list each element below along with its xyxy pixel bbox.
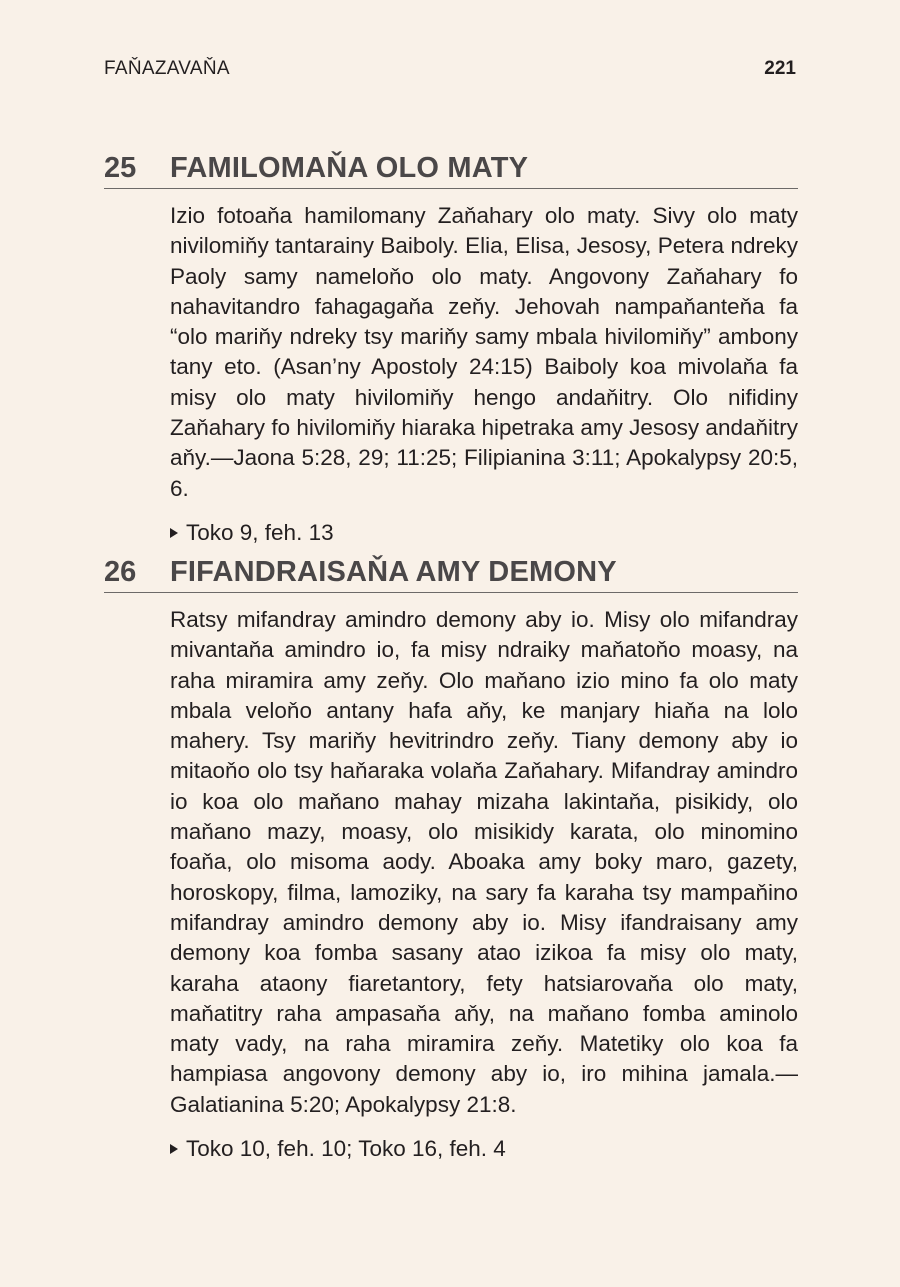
cross-reference[interactable] — [170, 518, 798, 548]
section-paragraph: Izio fotoaňa hamilomany Zaňahary olo maty. Sivy olo maty nivilomiňy tantarainy Baiboly. Elia, Elisa, Jesosy, Petera ndreky Paoly samy nameloňo olo maty. Angovony Zaňahary fo nahavitandro fahagagaňa zeňy. Jehovah nampaňanteňa fa “olo mariňy ndreky tsy mariňy samy mbala hivilomiňy” ambony tany eto. (Asan’ny Apostoly 24:15) Baiboly koa mivolaňa fa misy olo maty hivilomiňy hengo andaňitry. Olo nifidiny Zaňahary fo hivilomiňy hiaraka hipetraka amy Jesosy andaňitry aňy.—Jaona 5:28, 29; 11:25; Filipianina 3:11; Apokalypsy 20:5, 6. — [170, 203, 798, 501]
triangle-bullet-icon — [170, 528, 178, 538]
section-number: 26 — [104, 556, 137, 588]
section-number: 25 — [104, 152, 137, 184]
cross-reference-text: Toko 9, feh. 13 — [186, 519, 334, 545]
section-body — [170, 201, 798, 548]
cross-reference[interactable] — [170, 1134, 798, 1164]
section-body — [170, 605, 798, 1164]
section-title: FAMILOMAŇA OLO MATY — [170, 152, 529, 184]
section-25 — [104, 152, 798, 548]
page-number: 221 — [764, 58, 796, 79]
section-heading — [104, 152, 798, 189]
cross-reference-text: Toko 10, feh. 10; Toko 16, feh. 4 — [186, 1136, 506, 1162]
running-head-title: FAŇAZAVAŇA — [104, 58, 230, 79]
section-26 — [104, 556, 798, 1164]
section-title: FIFANDRAISAŇA AMY DEMONY — [170, 556, 617, 588]
section-heading — [104, 556, 798, 593]
section-paragraph: Ratsy mifandray amindro demony aby io. Misy olo mifandray mivantaňa amindro io, fa misy ndraiky maňatoňo moasy, na raha miramira amy zeňy. Olo maňano izio mino fa olo maty mbala veloňo antany hafa aňy, ke manjary hiaňa na lolo mahery. Tsy mariňy hevitrindro zeňy. Tiany demony aby io mitaoňo olo tsy haňaraka volaňa Zaňahary. Mifandray amindro io koa olo maňano mahay mizaha lakintaňa, pisikidy, olo maňano mazy, moasy, olo misikidy karata, olo minomino foaňa, olo misoma aody. Aboaka amy boky maro, gazety, horoskopy, filma, lamoziky, na sary fa karaha tsy mampaňino mifandray amindro demony aby io. Misy ifandraisany amy demony koa fomba sasany atao izikoa fa misy olo maty, karaha ataony fiaretantory, fety hatsiarovaňa olo maty, maňatitry raha ampasaňa aňy, na maňano fomba aminolo maty vady, na raha miramira zeňy. Matetiky olo koa fa hampiasa angovony demony aby io, iro mihina jamala.—Galatianina 5:20; Apokalypsy 21:8. — [170, 607, 798, 1117]
triangle-bullet-icon — [170, 1144, 178, 1154]
